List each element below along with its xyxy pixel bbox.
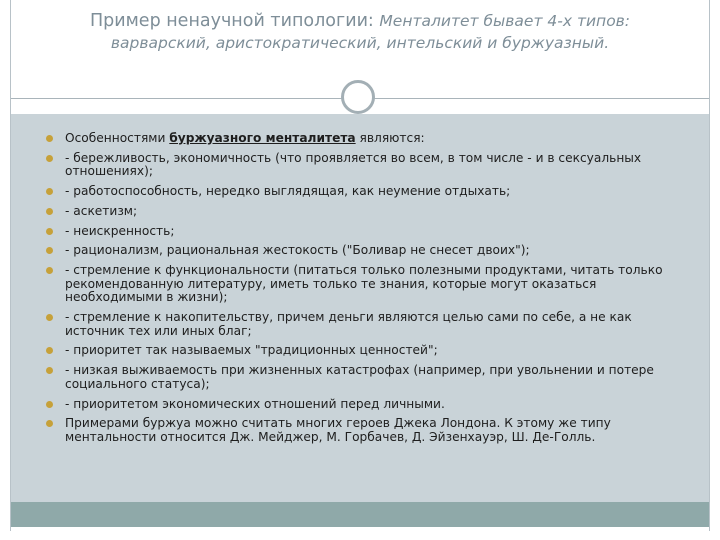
list-item-text: - неискренность; — [65, 223, 175, 238]
first-item-before: Особенностями — [65, 131, 170, 145]
list-item-text: - работоспособность, нередко выглядящая, как неумение отдыхать; — [65, 184, 511, 199]
content-panel — [11, 114, 709, 502]
bullet-dot-icon — [46, 247, 53, 254]
list-item-text: - стремление к функциональности (питаться только полезными продуктами, читать только рекомендованную литературу, иметь только те знания, которые могут оказаться необходимыми в жизни); — [65, 262, 663, 305]
bullet-dot-icon — [46, 188, 53, 195]
bullet-dot-icon — [46, 347, 53, 354]
bullet-dot-icon — [46, 267, 53, 274]
list-item — [49, 132, 694, 146]
first-item-highlight: буржуазного менталитета — [169, 131, 356, 145]
bottom-band — [11, 502, 709, 527]
bullet-dot-icon — [46, 367, 53, 374]
list-item-text: - бережливость, экономичность (что проявляется во всем, в том числе - и в сексуальных отношениях); — [65, 150, 642, 179]
bullet-dot-icon — [46, 155, 53, 162]
slide-title — [51, 10, 669, 54]
bullet-dot-icon — [46, 228, 53, 235]
list-item-text: - низкая выживаемость при жизненных катастрофах (например, при увольнении и потере социального статуса); — [65, 363, 654, 391]
list-item — [49, 398, 694, 412]
list-item — [49, 364, 694, 391]
list-item-text: - аскетизм; — [65, 203, 138, 218]
bullet-dot-icon — [46, 208, 53, 215]
list-item-text: - стремление к накопительству, причем деньги являются целью сами по себе, а не как источник тех или иных благ; — [65, 310, 632, 338]
list-item — [49, 205, 694, 219]
bullet-dot-icon — [46, 401, 53, 408]
bullet-dot-icon — [46, 314, 53, 321]
list-item — [49, 344, 694, 358]
list-item — [49, 225, 694, 239]
list-item — [49, 244, 694, 258]
title-rest: Менталитет бывает 4-х типов: варварский, аристократический, интельский и буржуазный. — [110, 12, 631, 52]
list-item-text: Примерами буржуа можно считать многих героев Джека Лондона. К этому же типу ментальности относится Дж. Мейджер, М. Горбачев, Д. Эйзенхауэр, Ш. Де-Голль. — [65, 416, 611, 444]
bullet-dot-icon — [46, 135, 53, 142]
bullet-list — [49, 132, 694, 451]
list-item — [49, 264, 694, 305]
title-lead: Пример ненаучной типологии: — [89, 11, 380, 31]
list-item-text: - рационализм, рациональная жестокость ("Боливар не снесет двоих"); — [65, 243, 530, 258]
circle-ornament-icon — [341, 80, 375, 114]
bullet-dot-icon — [46, 420, 53, 427]
list-item — [49, 152, 694, 179]
list-item-text: - приоритетом экономических отношений перед личными. — [65, 396, 445, 411]
list-item — [49, 311, 694, 338]
list-item — [49, 417, 694, 444]
list-item-text: - приоритет так называемых "традиционных ценностей"; — [65, 343, 438, 358]
first-item-after: являются: — [355, 131, 425, 145]
list-item — [49, 185, 694, 199]
